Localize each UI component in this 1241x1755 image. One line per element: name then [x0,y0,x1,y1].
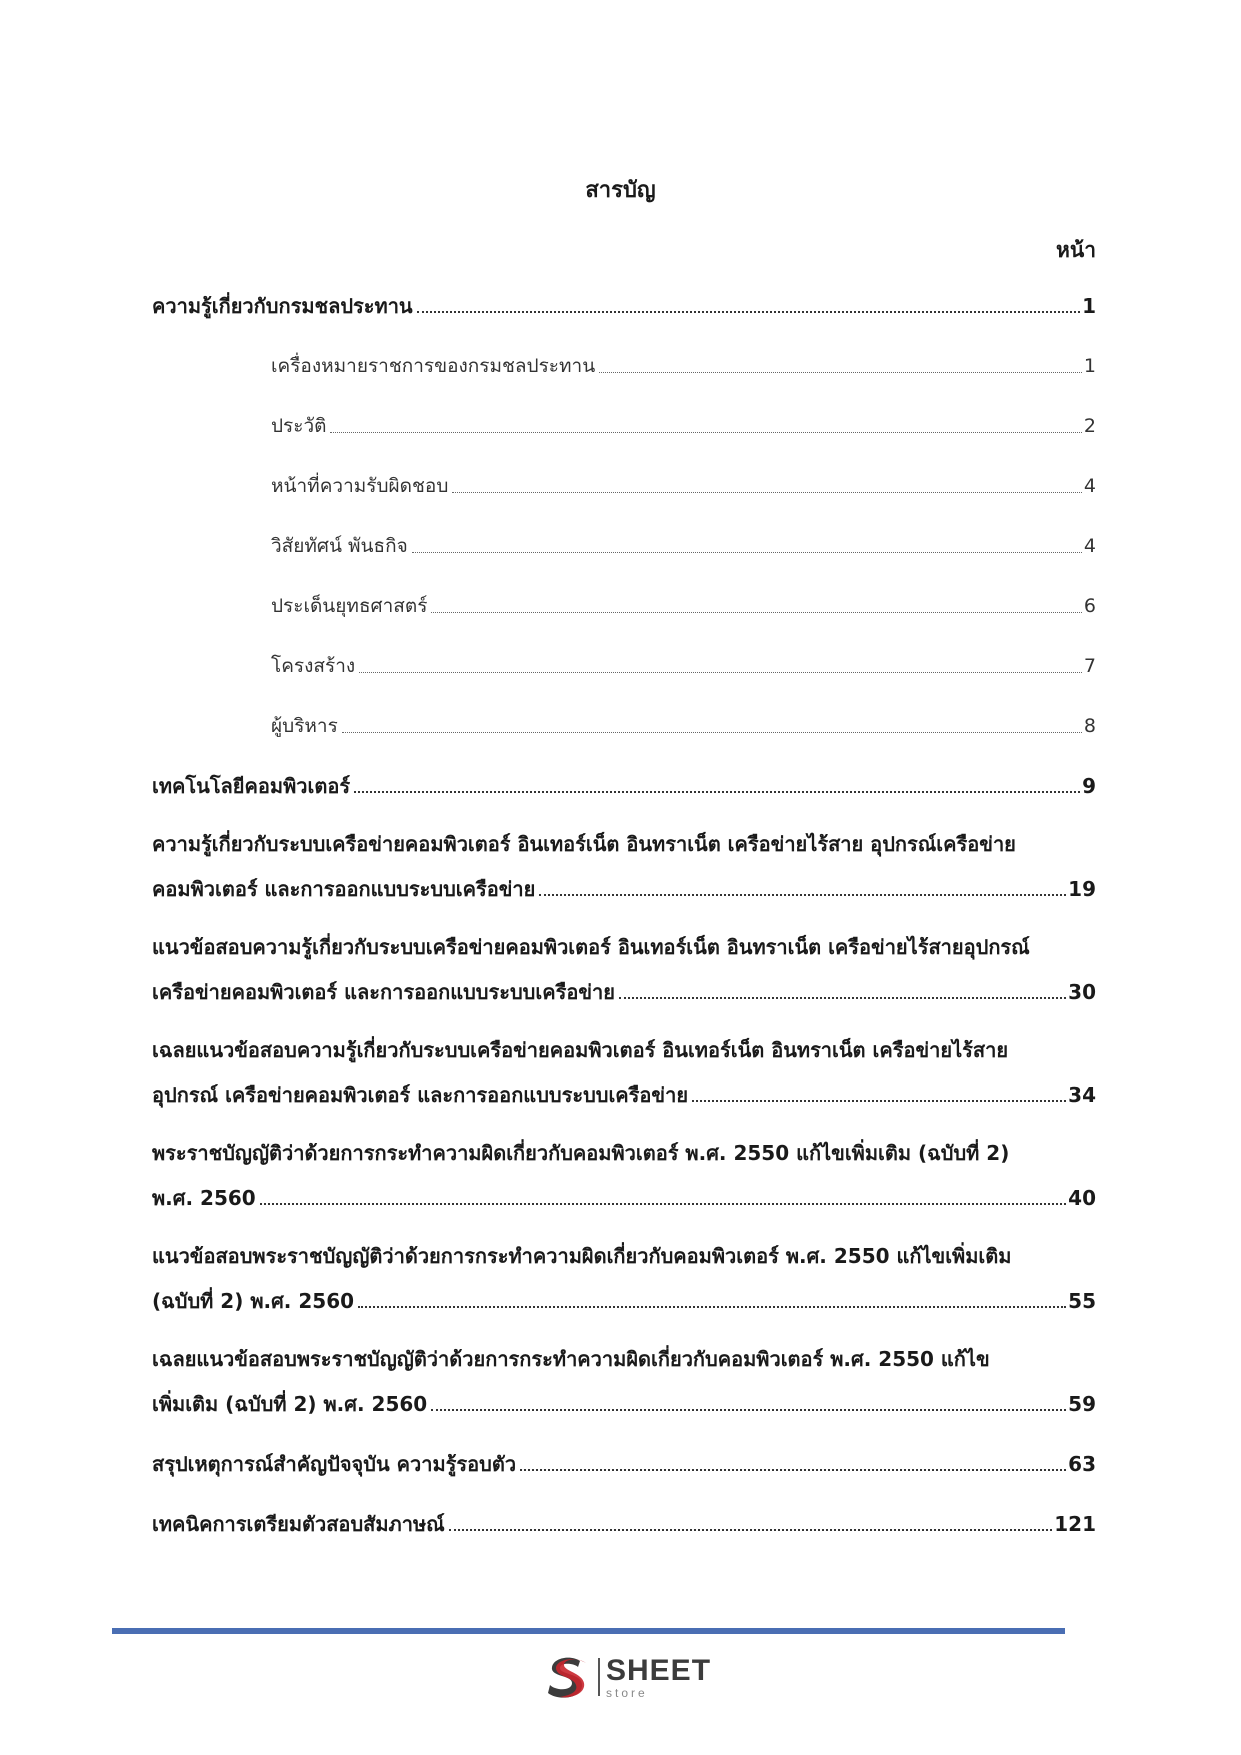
toc-entry[interactable] [152,1082,1096,1108]
leader-dots [520,1465,1066,1471]
toc-entry-page: 121 [1054,1512,1096,1536]
toc-entry-title: โครงสร้าง [271,655,356,677]
toc-entry[interactable] [152,1451,1096,1477]
toc-entry-title: เทคนิคการเตรียมตัวสอบสัมภาษณ์ [152,1512,445,1536]
toc-entry[interactable] [152,1288,1096,1314]
logo-word: SHEET [606,1653,712,1687]
toc-entry-title: ประวัติ [271,415,327,437]
toc-entry-page: 4 [1083,475,1096,497]
toc-entry-page: 7 [1083,655,1096,677]
toc-entry-title: หน้าที่ความรับผิดชอบ [271,475,449,497]
toc-entry-page: 19 [1068,877,1096,901]
leader-dots [619,993,1066,999]
sheet-store-logo [542,1653,717,1701]
toc-subentry[interactable] [271,533,1096,559]
toc-entry-page: 2 [1083,415,1096,437]
toc-entry-title: เครื่องหมายราชการของกรมชลประทาน [271,355,596,377]
leader-dots [599,368,1082,373]
logo-separator [598,1658,600,1696]
leader-dots [692,1096,1066,1102]
toc-subentry[interactable] [271,473,1096,499]
leader-dots [417,307,1080,313]
toc-entry-title: เครือข่ายคอมพิวเตอร์ และการออกแบบระบบเครือข่าย [152,980,615,1004]
leader-dots [342,728,1082,733]
toc-entry[interactable] [152,979,1096,1005]
logo-sub: store [606,1685,648,1700]
leader-dots [359,668,1082,673]
leader-dots [431,1405,1066,1411]
toc-entry-page: 4 [1083,535,1096,557]
toc-entry-page: 59 [1068,1392,1096,1416]
sheet-store-logo-icon [542,1653,594,1701]
toc-entry-title-line1[interactable]: เฉลยแนวข้อสอบความรู้เกี่ยวกับระบบเครือข่ายคอมพิวเตอร์ อินเทอร์เน็ต อินทราเน็ต เครือข่ายไร้สาย [152,1038,1009,1062]
leader-dots [358,1302,1066,1308]
toc-entry-title-line1[interactable]: พระราชบัญญัติว่าด้วยการกระทำความผิดเกี่ยวกับคอมพิวเตอร์ พ.ศ. 2550 แก้ไขเพิ่มเติม (ฉบับที่ 2) [152,1141,1010,1165]
leader-dots [452,488,1082,493]
toc-entry-title: เพิ่มเติม (ฉบับที่ 2) พ.ศ. 2560 [152,1392,428,1416]
toc-entry[interactable] [152,293,1096,319]
toc-entry-title: คอมพิวเตอร์ และการออกแบบระบบเครือข่าย [152,877,536,901]
toc-entry-page: 6 [1083,595,1096,617]
toc-entry-title-line1[interactable]: แนวข้อสอบความรู้เกี่ยวกับระบบเครือข่ายคอมพิวเตอร์ อินเทอร์เน็ต อินทราเน็ต เครือข่ายไร้สายอุปกรณ์ [152,935,1030,959]
toc-entry-page: 30 [1068,980,1096,1004]
toc-entry[interactable] [152,1185,1096,1211]
toc-subentry[interactable] [271,653,1096,679]
leader-dots [412,548,1082,553]
toc-subentry[interactable] [271,413,1096,439]
toc-entry-title-line1[interactable]: เฉลยแนวข้อสอบพระราชบัญญัติว่าด้วยการกระทำความผิดเกี่ยวกับคอมพิวเตอร์ พ.ศ. 2550 แก้ไข [152,1347,990,1371]
toc-entry-title: อุปกรณ์ เครือข่ายคอมพิวเตอร์ และการออกแบบระบบเครือข่าย [152,1083,689,1107]
page-column-label: หน้า [1056,238,1096,262]
toc-entry[interactable] [152,773,1096,799]
toc-entry-page: 9 [1082,774,1096,798]
toc-entry[interactable] [152,1391,1096,1417]
toc-entry-title: สรุปเหตุการณ์สำคัญปัจจุบัน ความรู้รอบตัว [152,1452,517,1476]
toc-entry-title: ผู้บริหาร [271,715,338,737]
logo-wordmark [606,1653,712,1700]
toc-entry-title: เทคโนโลยีคอมพิวเตอร์ [152,774,351,798]
page-title: สารบัญ [585,178,656,203]
footer-divider [112,1628,1065,1634]
toc-entry-title-line1[interactable]: แนวข้อสอบพระราชบัญญัติว่าด้วยการกระทำความผิดเกี่ยวกับคอมพิวเตอร์ พ.ศ. 2550 แก้ไขเพิ่มเติม [152,1244,1012,1268]
toc-entry[interactable] [152,876,1096,902]
toc-entry-page: 63 [1068,1452,1096,1476]
toc-entry-title: พ.ศ. 2560 [152,1186,256,1210]
toc-entry-title-line1[interactable]: ความรู้เกี่ยวกับระบบเครือข่ายคอมพิวเตอร์ อินเทอร์เน็ต อินทราเน็ต เครือข่ายไร้สาย อุปกรณ์เครือข่าย [152,832,1016,856]
toc-entry-title: วิสัยทัศน์ พันธกิจ [271,535,408,557]
leader-dots [431,608,1081,613]
toc-subentry[interactable] [271,713,1096,739]
toc-entry-page: 40 [1068,1186,1096,1210]
leader-dots [260,1199,1066,1205]
toc-subentry[interactable] [271,353,1096,379]
toc-entry-page: 1 [1082,294,1096,318]
leader-dots [449,1525,1053,1531]
toc-entry-page: 1 [1083,355,1096,377]
toc-entry-page: 55 [1068,1289,1096,1313]
toc-subentry[interactable] [271,593,1096,619]
toc-entry[interactable] [152,1511,1096,1537]
leader-dots [539,890,1066,896]
leader-dots [354,787,1080,793]
toc-entry-title: (ฉบับที่ 2) พ.ศ. 2560 [152,1289,355,1313]
toc-entry-page: 8 [1083,715,1096,737]
toc-entry-title: ความรู้เกี่ยวกับกรมชลประทาน [152,294,413,318]
toc-entry-title: ประเด็นยุทธศาสตร์ [271,595,428,617]
leader-dots [330,428,1081,433]
toc-entry-page: 34 [1068,1083,1096,1107]
